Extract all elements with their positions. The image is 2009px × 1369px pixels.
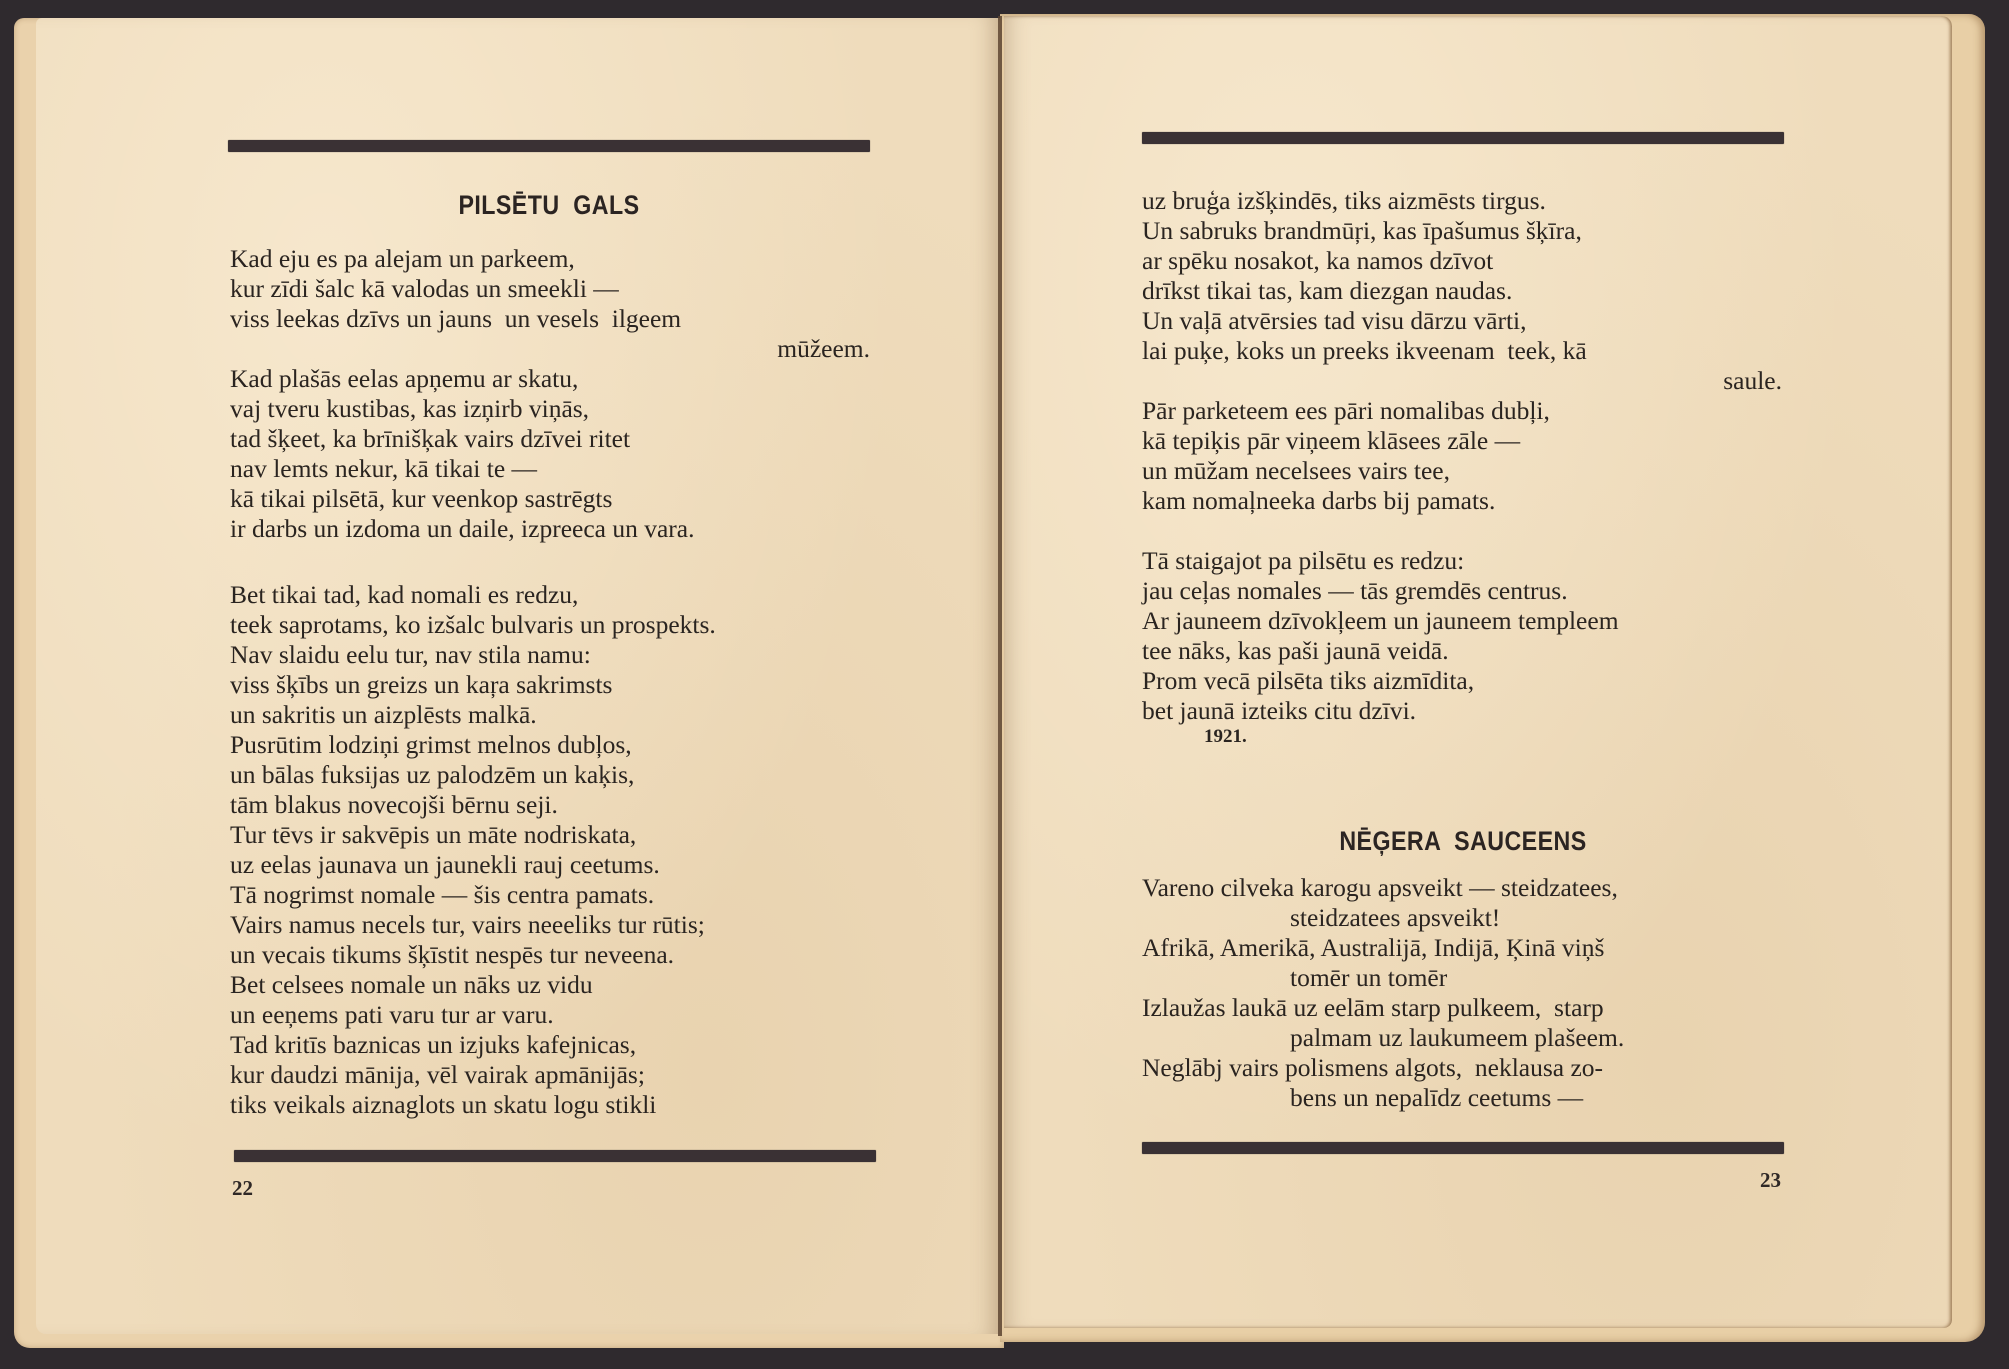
poem-line: Un vaļā atvērsies tad visu dārzu vārti,: [1142, 306, 1527, 335]
poem-line: uz eelas jaunava un jaunekli rauj ceetums.: [230, 850, 660, 879]
poem-line: viss šķībs un greizs un kaŗa sakrimsts: [230, 670, 613, 699]
poem-line: jau ceļas nomales — tās gremdēs centrus.: [1142, 576, 1568, 605]
page-number-right: 23: [1760, 1168, 1781, 1192]
poem-line: kā tepiķis pār viņeem klāsees zāle —: [1142, 426, 1521, 455]
poem-line: tad šķeet, ka brīnišķak vairs dzīvei ritet: [230, 424, 631, 453]
poem-date: 1921.: [1204, 726, 1247, 747]
poem-line: Neglābj vairs polismens algots, neklausa zo-: [1142, 1053, 1604, 1082]
poem-title-negera-sauceens: NĒĢERA SAUCEENS: [1339, 826, 1587, 856]
poem-line: Tad kritīs baznicas un izjuks kafejnicas,: [230, 1030, 637, 1059]
right-bottom-rule: [1142, 1142, 1784, 1154]
right-poem-negera-sauceens: [1142, 873, 1784, 1113]
poem-line: un eeņems pati varu tur ar varu.: [230, 1000, 554, 1029]
poem-line: teek saprotams, ko izšalc bulvaris un prospekts.: [230, 610, 716, 639]
poem-line: Prom vecā pilsēta tiks aizmīdita,: [1142, 666, 1475, 695]
poem-line: un mūžam necelsees vairs tee,: [1142, 456, 1450, 485]
poem-line: Afrikā, Amerikā, Australijā, Indijā, Ķinā viņš: [1142, 933, 1605, 962]
poem-line: Bet tikai tad, kad nomali es redzu,: [230, 580, 579, 609]
poem-line: tee nāks, kas paši jaunā veidā.: [1142, 636, 1449, 665]
poem-title-pilsetu-gals: PILSĒTU GALS: [458, 190, 640, 220]
poem-line: Tā staigajot pa pilsētu es redzu:: [1142, 546, 1465, 575]
right-continuation-stanza-2: [1142, 546, 1782, 726]
poem-line: bet jaunā izteiks citu dzīvi.: [1142, 696, 1417, 725]
poem-line: Un sabruks brandmūŗi, kas īpašumus šķīra,: [1142, 216, 1582, 245]
poem-line: Bet celsees nomale un nāks uz vidu: [230, 970, 593, 999]
poem-line: saule.: [1723, 366, 1782, 395]
poem-line: mūžeem.: [777, 334, 870, 363]
poem-line: Tā nogrimst nomale — šis centra pamats.: [230, 880, 655, 909]
poem-line: Kad eju es pa alejam un parkeem,: [230, 244, 575, 273]
poem-line: Vairs namus necels tur, vairs neeeliks tur rūtis;: [230, 910, 705, 939]
poem-line: uz bruģa izšķindēs, tiks aizmēsts tirgus.: [1142, 186, 1546, 215]
book-spine-gutter: [998, 16, 1002, 1336]
poem-line: palmam uz laukumeem plašeem.: [1290, 1023, 1625, 1052]
poem-line: kam nomaļneeka darbs bij pamats.: [1142, 486, 1496, 515]
poem-line: Kad plašās eelas apņemu ar skatu,: [230, 364, 579, 393]
poem-line: Tur tēvs ir sakvēpis un māte nodriskata,: [230, 820, 637, 849]
right-top-rule: [1142, 132, 1784, 144]
left-stanza-1: [230, 244, 870, 544]
left-top-rule: [228, 140, 870, 152]
right-continuation-stanza-1: [1142, 186, 1782, 516]
poem-line: kā tikai pilsētā, kur veenkop sastrēgts: [230, 484, 613, 513]
poem-line: tomēr un tomēr: [1290, 963, 1448, 992]
poem-line: Nav slaidu eelu tur, nav stila namu:: [230, 640, 591, 669]
poem-line: Vareno cilveka karogu apsveikt — steidzatees,: [1142, 873, 1618, 902]
poem-line: tiks veikals aiznaglots un skatu logu stikli: [230, 1090, 657, 1119]
page-number-left: 22: [232, 1176, 253, 1200]
poem-line: lai puķe, koks un preeks ikveenam teek, kā: [1142, 336, 1587, 365]
poem-line: Pusrūtim lodziņi grimst melnos dubļos,: [230, 730, 632, 759]
poem-line: bens un nepalīdz ceetums —: [1290, 1083, 1584, 1112]
left-bottom-rule: [234, 1150, 876, 1162]
poem-line: viss leekas dzīvs un jauns un vesels ilgeem: [230, 304, 682, 333]
poem-line: steidzatees apsveikt!: [1290, 903, 1501, 932]
poem-line: kur daudzi mānija, vēl vairak apmānijās;: [230, 1060, 645, 1089]
poem-line: un vecais tikums šķīstit nespēs tur neveena.: [230, 940, 675, 969]
poem-line: ir darbs un izdoma un daile, izpreeca un vara.: [230, 514, 695, 543]
poem-line: un sakritis un aizplēsts malkā.: [230, 700, 537, 729]
poem-line: Ar jauneem dzīvokļeem un jauneem templeem: [1142, 606, 1619, 635]
poem-line: nav lemts nekur, kā tikai te —: [230, 454, 538, 483]
poem-line: drīkst tikai tas, kam diezgan naudas.: [1142, 276, 1513, 305]
poem-line: ar spēku nosakot, ka namos dzīvot: [1142, 246, 1494, 275]
left-stanza-2: [230, 580, 880, 1120]
poem-line: Izlaužas laukā uz eelām starp pulkeem, starp: [1142, 993, 1604, 1022]
poem-line: un bālas fuksijas uz palodzēm un kaķis,: [230, 760, 635, 789]
poem-line: kur zīdi šalc kā valodas un smeekli —: [230, 274, 619, 303]
poem-line: tām blakus novecojši bērnu seji.: [230, 790, 558, 819]
poem-line: vaj tveru kustibas, kas izņirb viņās,: [230, 394, 590, 423]
poem-line: Pār parketeem ees pāri nomalibas dubļi,: [1142, 396, 1550, 425]
